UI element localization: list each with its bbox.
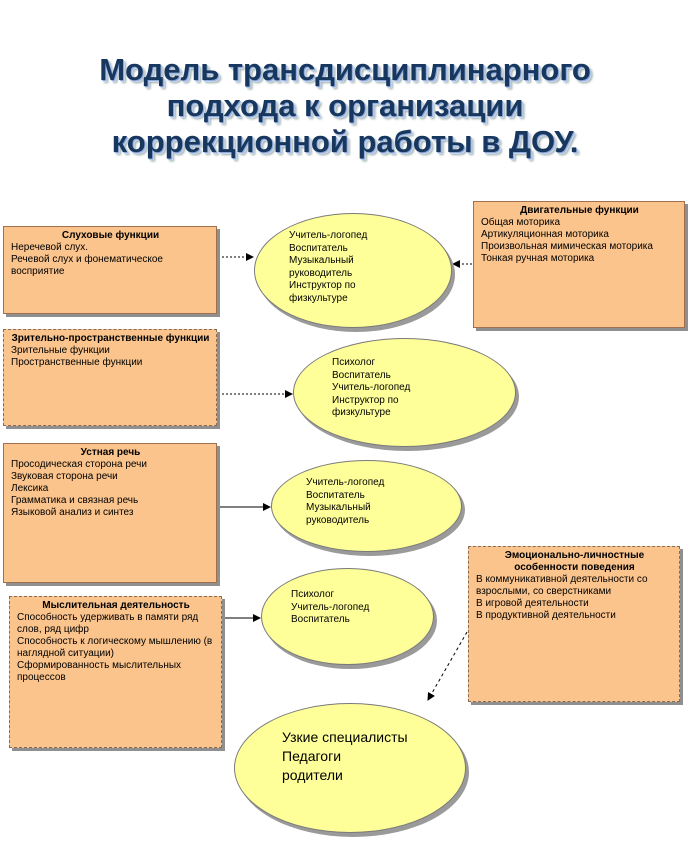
ellipse-specialists-3 xyxy=(271,460,462,552)
box-item: Неречевой слух. xyxy=(11,242,89,253)
box-item: Просодическая сторона речи xyxy=(11,459,147,470)
box-item: Языковой анализ и синтез xyxy=(11,507,134,518)
ellipse-specialists-2 xyxy=(293,338,516,447)
title-line: Модель трансдисциплинарного xyxy=(99,52,591,87)
ellipse-line: Воспитатель xyxy=(332,369,391,381)
arrow-emotional xyxy=(428,632,467,700)
ellipse-line: Психолог xyxy=(291,589,335,600)
box-item: Звуковая сторона речи xyxy=(11,471,118,482)
box-item: Грамматика и связная речь xyxy=(11,495,139,506)
box-item: Артикуляционная моторика xyxy=(481,229,609,240)
box-hearing-functions xyxy=(3,226,217,314)
ellipse-line: Воспитатель xyxy=(291,614,350,625)
ellipse-line: Учитель-логопед xyxy=(332,382,411,393)
box-title: Слуховые функции xyxy=(61,230,160,241)
box-title: Двигательные функции xyxy=(520,205,639,216)
ellipse-line: родители xyxy=(282,767,343,783)
ellipse-line: Учитель-логопед xyxy=(306,477,385,488)
ellipse-specialists-1 xyxy=(254,213,452,328)
ellipse-line: физкультуре xyxy=(332,407,391,418)
ellipse-line: Музыкальный xyxy=(306,502,371,513)
ellipse-line: Учитель-логопед xyxy=(289,230,368,241)
ellipse-line: Музыкальный xyxy=(289,255,354,266)
ellipse-line: Воспитатель xyxy=(289,242,348,254)
box-title: Мыслительная деятельность xyxy=(42,600,190,611)
box-item: Способность к логическому мышлению (в наглядной ситуации) xyxy=(17,636,213,659)
box-item: В продуктивной деятельности xyxy=(476,610,616,621)
box-item: В коммуникативной деятельности со взрослыми, со сверстниками xyxy=(476,574,648,597)
box-item: В игровой деятельности xyxy=(476,598,589,609)
ellipse-line: Инструктор по xyxy=(289,280,356,291)
box-title: Устная речь xyxy=(80,447,141,458)
ellipse-line: руководитель xyxy=(306,514,370,526)
box-emotional-personal xyxy=(468,546,680,702)
box-item: Пространственные функции xyxy=(11,357,143,368)
ellipse-line: Воспитатель xyxy=(306,489,365,501)
box-title: Зрительно-пространственные функции xyxy=(11,333,210,344)
box-item: Сформированность мыслительных процессов xyxy=(17,660,182,683)
ellipse-line: руководитель xyxy=(289,267,353,279)
box-thinking-activity xyxy=(9,596,222,748)
box-item: Способность удерживать в памяти ряд слов, ряд цифр xyxy=(17,612,199,635)
box-item: Речевой слух и фонематическое восприятие xyxy=(11,254,163,277)
box-title: Эмоционально-личностные особенности поведения xyxy=(504,550,645,573)
ellipse-line: Узкие специалисты xyxy=(282,729,408,745)
ellipse-line: Инструктор по xyxy=(332,394,399,406)
title-line: коррекционной работы в ДОУ. xyxy=(111,124,579,159)
box-item: Лексика xyxy=(11,483,49,494)
ellipse-line: Психолог xyxy=(332,357,376,368)
ellipse-line: Педагоги xyxy=(282,748,342,764)
box-oral-speech xyxy=(3,443,217,583)
ellipse-specialists-4 xyxy=(261,568,434,665)
box-item: Общая моторика xyxy=(481,217,561,228)
box-item: Зрительные функции xyxy=(11,345,110,356)
ellipse-line: физкультуре xyxy=(289,292,348,304)
ellipse-team xyxy=(234,703,466,833)
box-item: Тонкая ручная моторика xyxy=(481,253,595,264)
title-line: подхода к организации xyxy=(166,88,524,123)
box-item: Произвольная мимическая моторика xyxy=(481,241,653,252)
box-visual-spatial-functions xyxy=(3,329,217,426)
box-motor-functions xyxy=(473,201,685,328)
ellipse-line: Учитель-логопед xyxy=(291,601,370,613)
